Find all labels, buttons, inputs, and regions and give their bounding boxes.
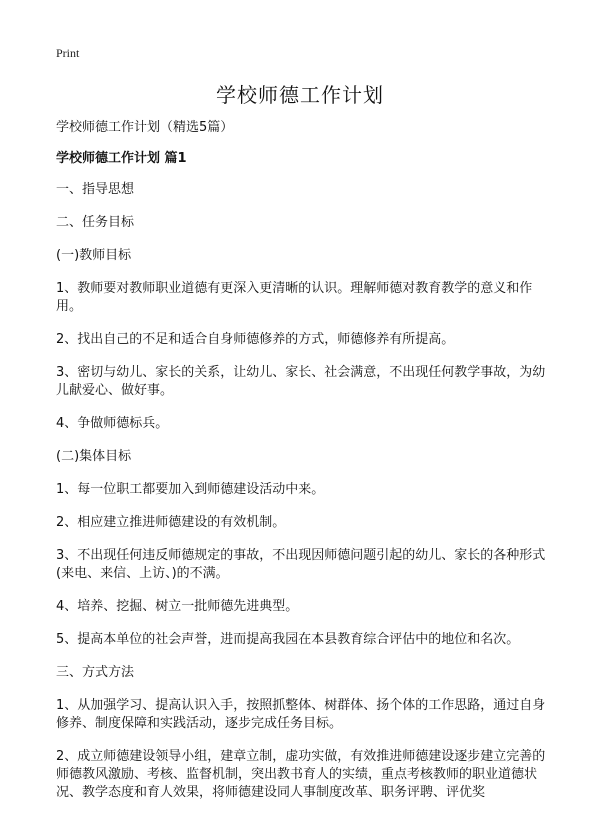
document-body bbox=[56, 119, 546, 817]
paragraph-teacher-goals-heading: (一)教师目标 bbox=[56, 248, 132, 263]
paragraph-collective-goals-heading: (二)集体目标 bbox=[56, 449, 132, 464]
page-title: 学校师德工作计划 bbox=[216, 83, 384, 107]
document-subtitle: 学校师德工作计划（精选5篇） bbox=[56, 120, 234, 135]
paragraph-method-1: 1、从加强学习、提高认识入手，按照抓整体、树群体、扬个体的工作思路，通过自身修养、制度保障和实践活动，逐步完成任务目标。 bbox=[56, 698, 546, 731]
paragraph-teacher-goal-4: 4、争做师德标兵。 bbox=[56, 416, 169, 431]
paragraph-collective-goal-1: 1、每一位职工都要加入到师德建设活动中来。 bbox=[56, 482, 325, 497]
paragraph-teacher-goal-1: 1、教师要对教师职业道德有更深入更清晰的认识。理解师德对教育教学的意义和作用。 bbox=[56, 281, 533, 314]
paragraph-guiding-ideology: 一、指导思想 bbox=[56, 182, 135, 197]
paragraph-methods-heading: 三、方式方法 bbox=[56, 665, 135, 680]
paragraph-collective-goal-5: 5、提高本单位的社会声誉，进而提高我园在本县教育综合评估中的地位和名次。 bbox=[56, 632, 520, 647]
paragraph-method-2: 2、成立师德建设领导小组，建章立制，虚功实做，有效推进师德建设逐步建立完善的师德教风激励、考核、监督机制，突出教书育人的实绩，重点考核教师的职业道德状况、教学态度和育人效果，将师德建设同人事制度改革、职务评聘、评优奖 bbox=[56, 749, 546, 800]
print-label: Print bbox=[56, 46, 80, 60]
paragraph-teacher-goal-3: 3、密切与幼儿、家长的关系，让幼儿、家长、社会满意，不出现任何教学事故，为幼儿献爱心、做好事。 bbox=[56, 365, 546, 398]
paragraph-teacher-goal-2: 2、找出自己的不足和适合自身师德修养的方式，师德修养有所提高。 bbox=[56, 332, 455, 347]
section-heading: 学校师德工作计划 篇1 bbox=[56, 151, 187, 166]
paragraph-task-goals: 二、任务目标 bbox=[56, 215, 135, 230]
paragraph-collective-goal-4: 4、培养、挖掘、树立一批师德先进典型。 bbox=[56, 599, 299, 614]
paragraph-collective-goal-2: 2、相应建立推进师德建设的有效机制。 bbox=[56, 515, 286, 530]
paragraph-collective-goal-3: 3、不出现任何违反师德规定的事故，不出现因师德问题引起的幼儿、家长的各种形式(来电、来信、上访、)的不满。 bbox=[56, 548, 546, 581]
